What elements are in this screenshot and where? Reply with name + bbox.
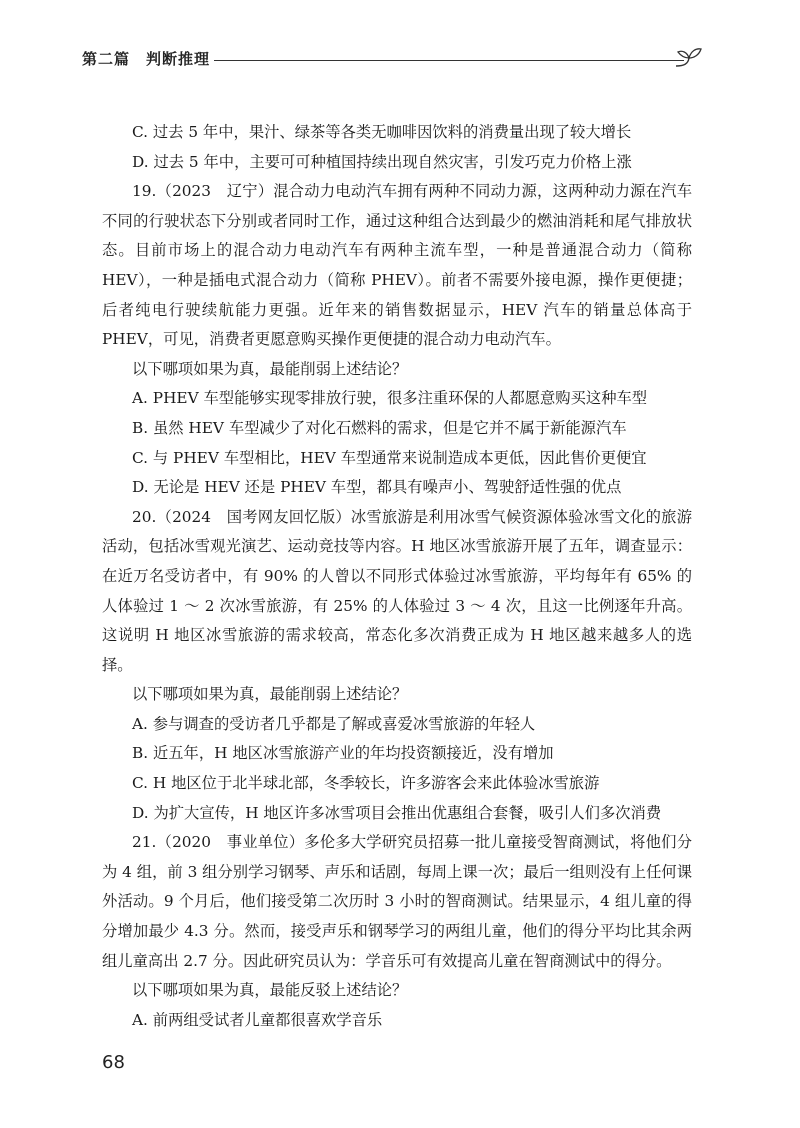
q19-option-c: C. 与 PHEV 车型相比，HEV 车型通常来说制造成本更低，因此售价更便宜 [132,448,647,467]
sprout-icon [674,44,704,70]
page-body [102,118,692,1035]
q19-stem: 19.（2023 辽宁）混合动力电动汽车拥有两种不同动力源，这两种动力源在汽车不同的行驶状态下分别或者同时工作，通过这种组合达到最少的燃油消耗和尾气排放状态。目前市场上的混合动力电动汽车有两种主流车型，一种是普通混合动力（简称 HEV），一种是插电式混合动力（简称 PHEV）。前者不需要外接电源，操作更便捷；后者纯电行驶续航能力更强。近年来的销售数据显示，HEV 汽车的销量总体高于 PHEV，可见，消费者更愿意购买操作更便捷的混合动力电动汽车。 [102,182,692,349]
q19-option-a: A. PHEV 车型能够实现零排放行驶，很多注重环保的人都愿意购买这种车型 [132,389,648,408]
q20-prompt: 以下哪项如果为真，最能削弱上述结论？ [132,685,408,704]
section-title: 第二篇 判断推理 [82,50,211,68]
q20-stem: 20.（2024 国考网友回忆版）冰雪旅游是利用冰雪气候资源体验冰雪文化的旅游活动，包括冰雪观光演艺、运动竞技等内容。H 地区冰雪旅游开展了五年，调查显示：在近万名受访者中，有 90% 的人曾以不同形式体验过冰雪旅游，平均每年有 65% 的人体验过 1 ～ 2 次冰雪旅游，有 25% 的人体验过 3 ～ 4 次，且这一比例逐年升高。这说明 H 地区冰雪旅游的需求较高，常态化多次消费正成为 H 地区越来越多人的选择。 [102,507,692,674]
q19-option-d: D. 无论是 HEV 还是 PHEV 车型，都具有噪声小、驾驶舒适性强的优点 [132,478,622,497]
q19-prompt: 以下哪项如果为真，最能削弱上述结论？ [132,359,408,378]
q18-option-c: C. 过去 5 年中，果汁、绿茶等各类无咖啡因饮料的消费量出现了较大增长 [132,123,632,141]
q20-option-d: D. 为扩大宣传，H 地区许多冰雪项目会推出优惠组合套餐，吸引人们多次消费 [132,803,662,822]
q20-option-c: C. H 地区位于北半球北部，冬季较长，许多游客会来此体验冰雪旅游 [132,774,600,793]
page-header [82,44,702,74]
page-number: 68 [102,1052,125,1073]
header-rule [214,60,684,61]
q21-prompt: 以下哪项如果为真，最能反驳上述结论？ [132,981,408,1000]
q21-option-a: A. 前两组受试者儿童都很喜欢学音乐 [132,1010,383,1029]
q21-stem: 21.（2020 事业单位）多伦多大学研究员招募一批儿童接受智商测试，将他们分为 4 组，前 3 组分别学习钢琴、声乐和话剧，每周上课一次；最后一组则没有上任何课外活动。9 个月后，他们接受第二次历时 3 小时的智商测试。结果显示，4 组儿童的得分增加最少 4.3 分。然而，接受声乐和钢琴学习的两组儿童，他们的得分平均比其余两组儿童高出 2.7 分。因此研究员认为：学音乐可有效提高儿童在智商测试中的得分。 [102,833,692,970]
q18-option-d: D. 过去 5 年中，主要可可种植国持续出现自然灾害，引发巧克力价格上涨 [132,152,632,171]
q20-option-a: A. 参与调查的受访者几乎都是了解或喜爱冰雪旅游的年轻人 [132,714,536,733]
q19-option-b: B. 虽然 HEV 车型减少了对化石燃料的需求，但是它并不属于新能源汽车 [132,418,627,437]
q20-option-b: B. 近五年，H 地区冰雪旅游产业的年均投资额接近，没有增加 [132,744,554,763]
